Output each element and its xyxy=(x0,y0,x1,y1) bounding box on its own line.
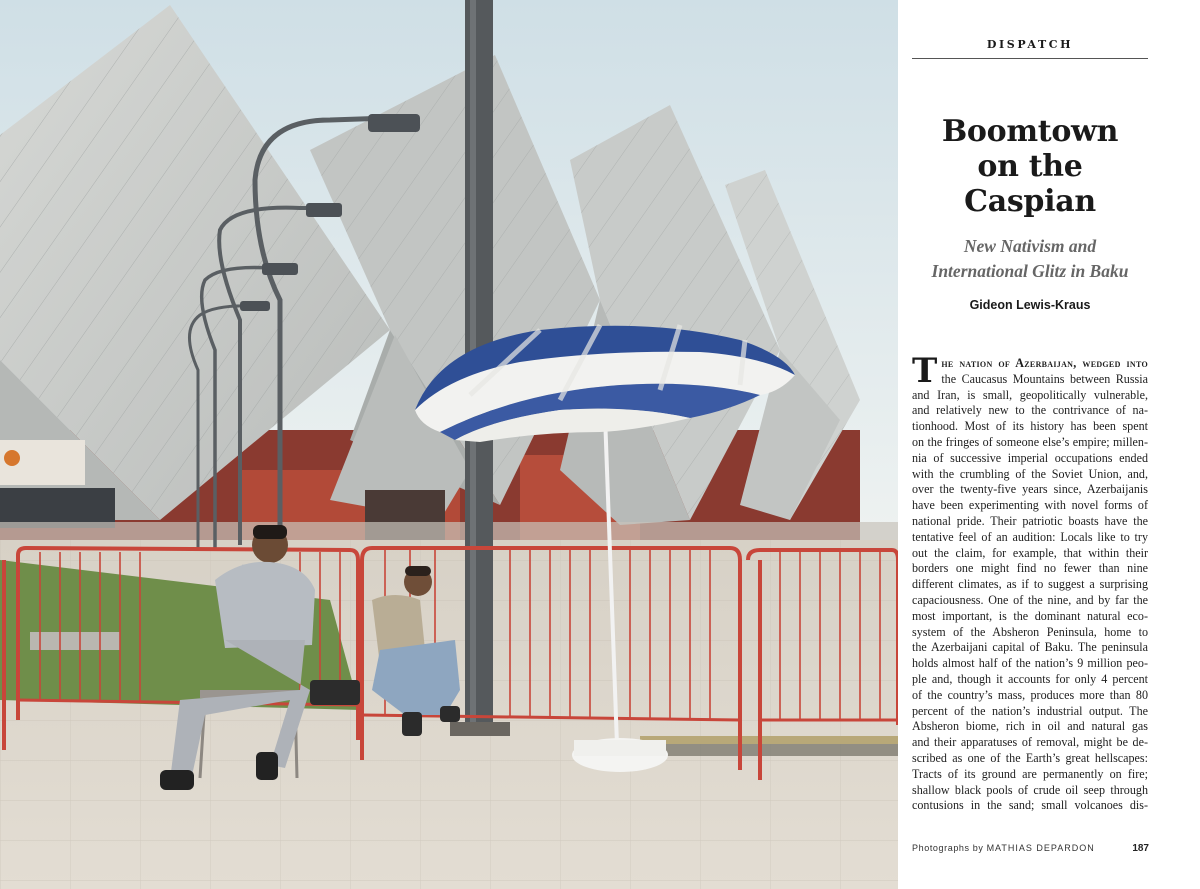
page-number: 187 xyxy=(1132,843,1149,854)
body-line: percent of the nation’s industrial output. The xyxy=(912,703,1148,718)
headline-line: Boomtown xyxy=(941,114,1119,149)
body-line: Absheron biome, rich in oil and natural gas xyxy=(912,719,1148,734)
headline xyxy=(912,114,1148,219)
body-line: national pride. Their patriotic boasts have the xyxy=(912,513,1148,528)
byline: Gideon Lewis-Kraus xyxy=(969,298,1091,312)
headline-line: on the xyxy=(977,149,1083,184)
body-line: different climates, as if to suggest a surprising xyxy=(912,577,1148,592)
body-line: scribed as one of the Earth’s great hellscapes: xyxy=(912,750,1148,765)
article-body xyxy=(912,351,1148,814)
photo-credit xyxy=(912,843,1095,853)
headline-line: Caspian xyxy=(964,184,1096,219)
body-line: system of the Absheron Peninsula, home to xyxy=(912,624,1148,639)
deck-line: New Nativism and xyxy=(963,236,1097,256)
body-line: and Iran, is small, geopolitically vulnerable, xyxy=(912,387,1148,402)
deck xyxy=(912,234,1148,284)
body-line: holds almost half of the nation’s 9 million peo- xyxy=(912,656,1148,671)
lead-in-line xyxy=(912,356,1148,372)
body-line: Tracts of its ground are permanently on fire; xyxy=(912,766,1148,781)
body-line: the Caucasus Mountains between Russia xyxy=(941,371,1148,386)
section-label: DISPATCH xyxy=(986,38,1074,51)
article-column xyxy=(898,0,1200,889)
section-rule xyxy=(912,58,1148,59)
body-line: tionhood. Most of its history has been spent xyxy=(912,419,1148,434)
body-line: ple and, though it accounts for only 4 percent xyxy=(912,671,1148,686)
body-line: on the fringes of someone else’s empire; millen- xyxy=(912,434,1148,449)
body-line: with the crumbling of the Soviet Union, and, xyxy=(912,466,1148,481)
body-line: have been experimenting with novel forms of xyxy=(912,498,1148,513)
photo-credit-prefix: Photographs by xyxy=(912,843,984,853)
drop-cap: T xyxy=(912,351,938,391)
body-line: capaciousness. One of the nine, and by far the xyxy=(912,592,1148,607)
body-line: over the twenty-five years since, Azerbaijanis xyxy=(912,482,1148,497)
body-line: shallow black pools of crude oil seep through xyxy=(912,782,1148,797)
body-line: tentative feel of an audition: Locals like to try xyxy=(912,529,1148,544)
body-line: and relatively new to the contrivance of na- xyxy=(912,403,1148,418)
body-line: nia of successive imperial occupations ended xyxy=(912,450,1148,465)
bag xyxy=(310,680,360,705)
photographer-name: MATHIAS DEPARDON xyxy=(986,843,1095,853)
body-line: out the claim, for example, that within their xyxy=(912,545,1148,560)
lead-in: he nation of Azerbaijan, wedged into xyxy=(941,356,1148,370)
body-line: borders one might find no fewer than nine xyxy=(912,561,1148,576)
body-line: contusions in the sand; small volcanoes dis- xyxy=(912,798,1148,813)
body-line: of the country’s mass, produces more than 80 xyxy=(912,687,1148,702)
deck-line: International Glitz in Baku xyxy=(931,261,1129,281)
body-line: most important, is the dominant natural eco- xyxy=(912,608,1148,623)
body-line: the Azerbaijani capital of Baku. The peninsula xyxy=(912,640,1148,655)
body-line: and their apparatuses of removal, might be de- xyxy=(912,735,1148,750)
